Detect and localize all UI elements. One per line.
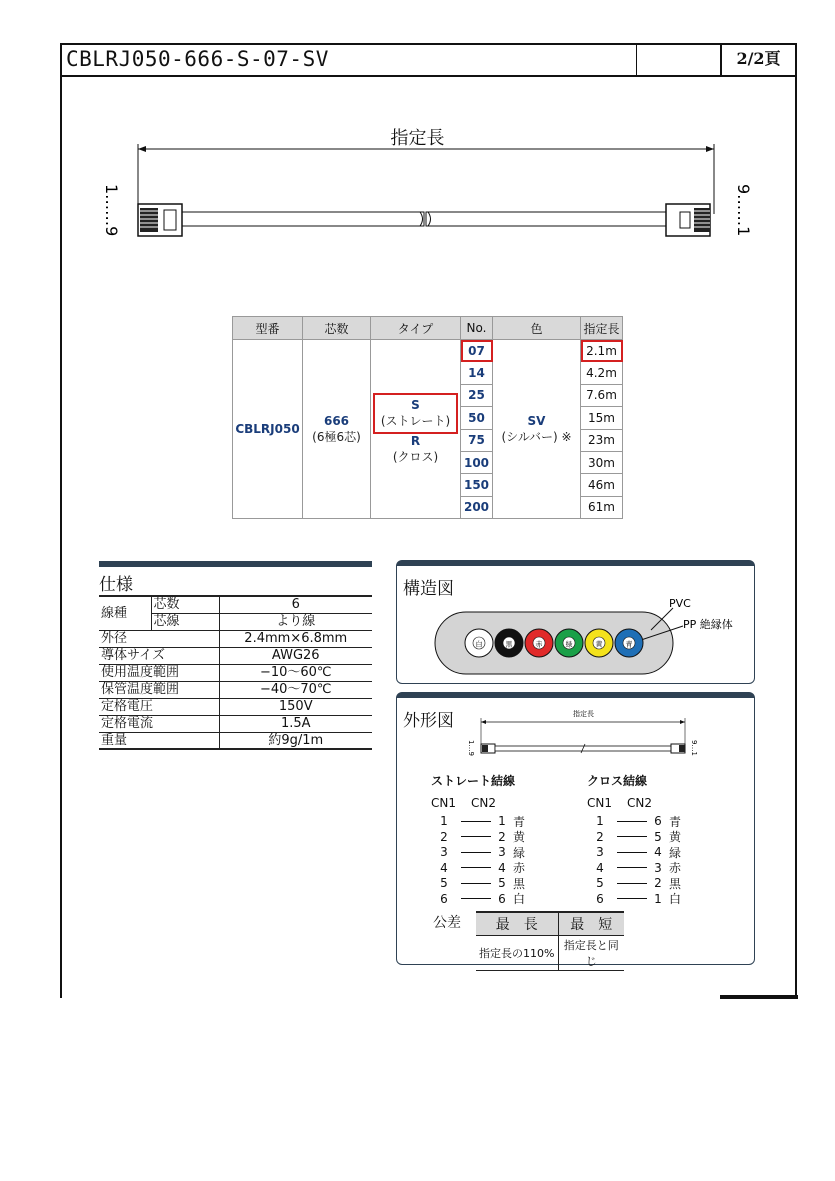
core-label: 白 [475,640,483,649]
pin-b: 4 [654,845,662,860]
spec-value: AWG26 [219,647,372,664]
pin-b: 5 [498,876,506,891]
pin-a: 2 [596,829,604,844]
length-cell-selected: 2.1m [581,340,623,362]
wiring-row [431,829,529,845]
no-cell: 150 [461,474,493,496]
wire-color: 緑 [668,845,681,860]
pin-a: 6 [596,891,604,906]
mini-pin-left: 1…9 [467,740,475,756]
type-s-selected [373,393,458,434]
wiring-row [587,814,685,830]
spec-value: 150V [219,698,372,715]
th-type: タイプ [371,317,461,340]
wire-color: 黄 [512,830,525,845]
wire-color: 黒 [512,876,525,891]
wire-color: 黒 [668,876,681,891]
no-cell: 75 [461,429,493,451]
pin-a: 4 [596,860,604,875]
length-cell: 4.2m [581,362,623,384]
no-cell: 50 [461,407,493,429]
th-color: 色 [493,317,581,340]
wire-line [461,852,491,853]
pin-b: 1 [498,814,506,829]
spec-key: 芯線 [151,613,219,630]
spec-key: 保管温度範囲 [99,681,219,698]
color-sub: (シルバー) [501,429,558,444]
wire-line [461,836,491,837]
wire-color: 赤 [512,861,525,876]
wire-color: 青 [512,814,525,829]
spec-table [99,595,372,750]
cores-sub: (6極6芯) [312,429,361,444]
spec-title: 仕様 [99,575,133,595]
wire-color: 白 [512,892,525,907]
model-cell: CBLRJ050 [233,340,303,519]
wiring-row [431,845,529,861]
cable-drawing [100,140,760,270]
wire-line [617,821,647,822]
tol-max-header: 最 長 [476,912,558,936]
tol-min-header: 最 短 [558,912,624,936]
structure-title: 構造図 [403,579,454,599]
wiring-row [431,891,529,907]
straight-wiring [431,772,529,907]
length-cell: 30m [581,451,623,473]
wire-line [617,898,647,899]
wiring-row [431,876,529,892]
wire-line [461,821,491,822]
pin-b: 6 [654,814,662,829]
spec-key: 重量 [99,732,219,749]
type-s-sub: (ストレート) [380,414,451,429]
wiring-row [587,829,685,845]
wire-color: 赤 [668,861,681,876]
type-s: S [411,398,420,413]
wiring-row [587,845,685,861]
spec-key: 使用温度範囲 [99,664,219,681]
length-cell: 15m [581,407,623,429]
cn1-label: CN1 [431,795,456,810]
spec-value: 約9g/1m [219,732,372,749]
length-cell: 46m [581,474,623,496]
length-cell: 23m [581,429,623,451]
bottom-rule [720,995,798,999]
wire-line [461,898,491,899]
pin-b: 1 [654,891,662,906]
cross-section-drawing [433,590,753,680]
wire-color: 青 [668,814,681,829]
no-cell-selected: 07 [461,340,493,362]
wire-color: 緑 [512,845,525,860]
tol-min-value: 指定長と同じ [558,936,624,971]
spec-value: 1.5A [219,715,372,732]
wire-color: 黄 [668,830,681,845]
pin-b: 3 [654,860,662,875]
pin-a: 2 [440,829,448,844]
pin-label-left: 1……9 [102,184,121,237]
pin-a: 6 [440,891,448,906]
wiring-row [587,876,685,892]
pin-a: 3 [440,845,448,860]
mini-cable-drawing [463,708,713,768]
tolerance-table [476,911,624,971]
wiring-row [431,860,529,876]
length-cell: 61m [581,496,623,518]
wire-line [617,867,647,868]
pp-label: PP 絶縁体 [683,618,733,631]
part-number-title: CBLRJ050-666-S-07-SV [66,47,329,71]
wire-line [617,883,647,884]
spec-key: 芯数 [151,596,219,613]
length-label: 指定長 [390,128,445,149]
spec-value: 2.4mm×6.8mm [219,630,372,647]
wiring-row [587,891,685,907]
cores-value: 666 [323,413,350,428]
spec-key: 外径 [99,630,219,647]
pin-b: 2 [654,876,662,891]
pin-a: 5 [596,876,604,891]
wiring-row [431,814,529,830]
spec-value: −40〜70℃ [219,681,372,698]
straight-title: ストレート結線 [431,774,516,788]
cn2-label: CN2 [471,795,496,810]
tol-max-value: 指定長の110% [476,936,558,971]
type-r-sub: (クロス) [392,450,439,465]
spec-key: 定格電圧 [99,698,219,715]
cross-wiring [587,772,685,907]
wire-line [461,867,491,868]
core-label: 緑 [565,640,573,649]
structure-panel [396,560,755,684]
pin-a: 1 [596,814,604,829]
cn1-label: CN1 [587,795,612,810]
title-blank-cell [636,43,720,75]
pin-a: 1 [440,814,448,829]
th-cores: 芯数 [303,317,371,340]
cross-title: クロス結線 [587,774,648,788]
wire-line [617,836,647,837]
cn2-label: CN2 [627,795,652,810]
th-length: 指定長 [581,317,623,340]
wire-line [617,852,647,853]
outline-title: 外形図 [403,711,454,731]
length-cell: 7.6m [581,384,623,406]
color-value: SV [527,413,546,428]
page-number: 2/2頁 [720,43,795,75]
pin-b: 6 [498,891,506,906]
spec-key: 導体サイズ [99,647,219,664]
spec-wire-type: 線種 [99,596,151,630]
pin-b: 4 [498,860,506,875]
mini-length-label: 指定長 [573,710,594,718]
pin-a: 3 [596,845,604,860]
core-label: 青 [625,640,633,649]
th-no: No. [461,317,493,340]
no-cell: 14 [461,362,493,384]
pin-b: 3 [498,845,506,860]
type-r: R [410,434,421,449]
pin-label-right: 9……1 [734,184,753,237]
cores-cell [303,340,371,519]
wire-color: 白 [668,892,681,907]
mini-pin-right: 9…1 [690,740,698,756]
no-cell: 200 [461,496,493,518]
no-cell: 100 [461,451,493,473]
model-table [232,316,623,519]
type-cell [371,340,461,519]
pin-b: 2 [498,829,506,844]
spec-title-bar [99,561,372,567]
spec-value: 6 [219,596,372,613]
tolerance-label: 公差 [433,915,461,931]
no-cell: 25 [461,384,493,406]
wiring-row [587,860,685,876]
spec-value: より線 [219,613,372,630]
color-cell [493,340,581,519]
pin-a: 5 [440,876,448,891]
spec-key: 定格電流 [99,715,219,732]
title-block [60,43,797,77]
spec-value: −10〜60℃ [219,664,372,681]
color-note: ※ [561,429,572,444]
core-label: 赤 [535,640,543,649]
core-label: 黒 [505,640,513,649]
th-model: 型番 [233,317,303,340]
pin-a: 4 [440,860,448,875]
pvc-label: PVC [669,597,691,610]
wire-line [461,883,491,884]
core-label: 黄 [595,640,603,649]
pin-b: 5 [654,829,662,844]
